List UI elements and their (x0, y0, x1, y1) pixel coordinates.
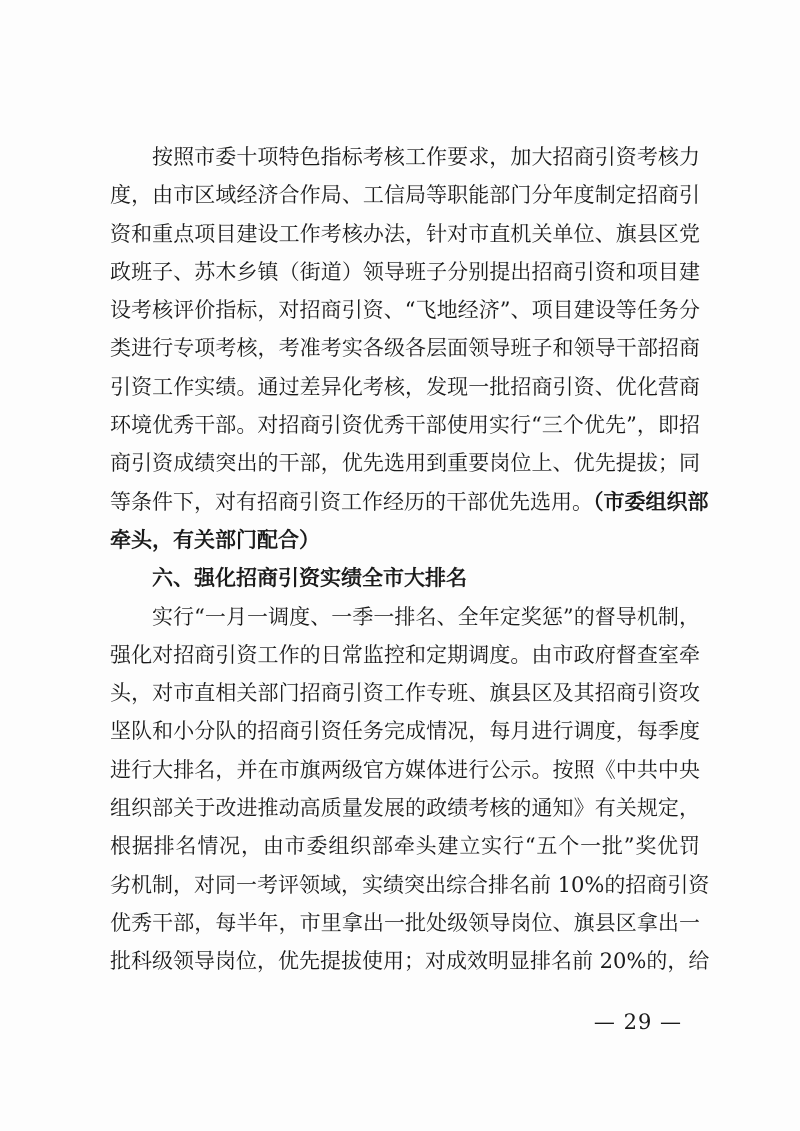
text-line: 按照市委十项特色指标考核工作要求，加大招商引资考核力 (152, 145, 700, 169)
text-line (110, 483, 709, 521)
text-line: 批科级领导岗位，优先提拔使用；对成效明显排名前 20%的，给 (110, 949, 710, 974)
responsible-department-note: （市委组织部 (593, 488, 709, 514)
paragraph-assessment (110, 138, 709, 559)
text-segment: 等条件下，对有招商引资工作经历的干部优先选用。 (110, 489, 593, 514)
text-line: 组织部关于改进推动高质量发展的政绩考核的通知》有关规定， (110, 796, 700, 821)
text-line: 进行大排名，并在市旗两级官方媒体进行公示。按照《中共中央 (110, 757, 700, 782)
text-line: 头，对市直相关部门招商引资工作专班、旗县区及其招商引资攻 (110, 681, 700, 706)
text-line: 设考核评价指标，对招商引资、“飞地经济”、项目建设等任务分 (110, 298, 700, 323)
text-line: 引资工作实绩。通过差异化考核，发现一批招商引资、优化营商 (110, 374, 700, 399)
text-line: 实行“一月一调度、一季一排名、全年定奖惩”的督导机制， (152, 604, 700, 629)
text-line: 度，由市区域经济合作局、工信局等职能部门分年度制定招商引 (110, 183, 700, 208)
text-line: 环境优秀干部。对招商引资优秀干部使用实行“三个优先”，即招 (110, 413, 700, 438)
text-line: 政班子、苏木乡镇（街道）领导班子分别提出招商引资和项目建 (110, 259, 700, 284)
text-line: 强化对招商引资工作的日常监控和定期调度。由市政府督查室牵 (110, 642, 700, 667)
paragraph-ranking (110, 598, 710, 981)
page-number: — 29 — (593, 1010, 682, 1034)
text-line: 优秀干部，每半年，市里拿出一批处级领导岗位、旗县区拿出一 (110, 910, 700, 935)
section-heading: 六、强化招商引资实绩全市大排名 (152, 565, 467, 591)
responsible-department-note-cont: 牵头，有关部门配合） (110, 526, 320, 552)
document-body (110, 138, 710, 981)
text-line: 资和重点项目建设工作考核办法，针对市直机关单位、旗县区党 (110, 221, 700, 246)
text-line: 坚队和小分队的招商引资任务完成情况，每月进行调度，每季度 (110, 719, 700, 744)
text-line: 类进行专项考核，考准考实各级各层面领导班子和领导干部招商 (110, 336, 700, 361)
text-line: 劣机制，对同一考评领域，实绩突出综合排名前 10%的招商引资 (110, 872, 710, 897)
text-line: 根据排名情况，由市委组织部牵头建立实行“五个一批”奖优罚 (110, 834, 700, 859)
text-line: 商引资成绩突出的干部，优先选用到重要岗位上、优先提拔；同 (110, 451, 700, 476)
